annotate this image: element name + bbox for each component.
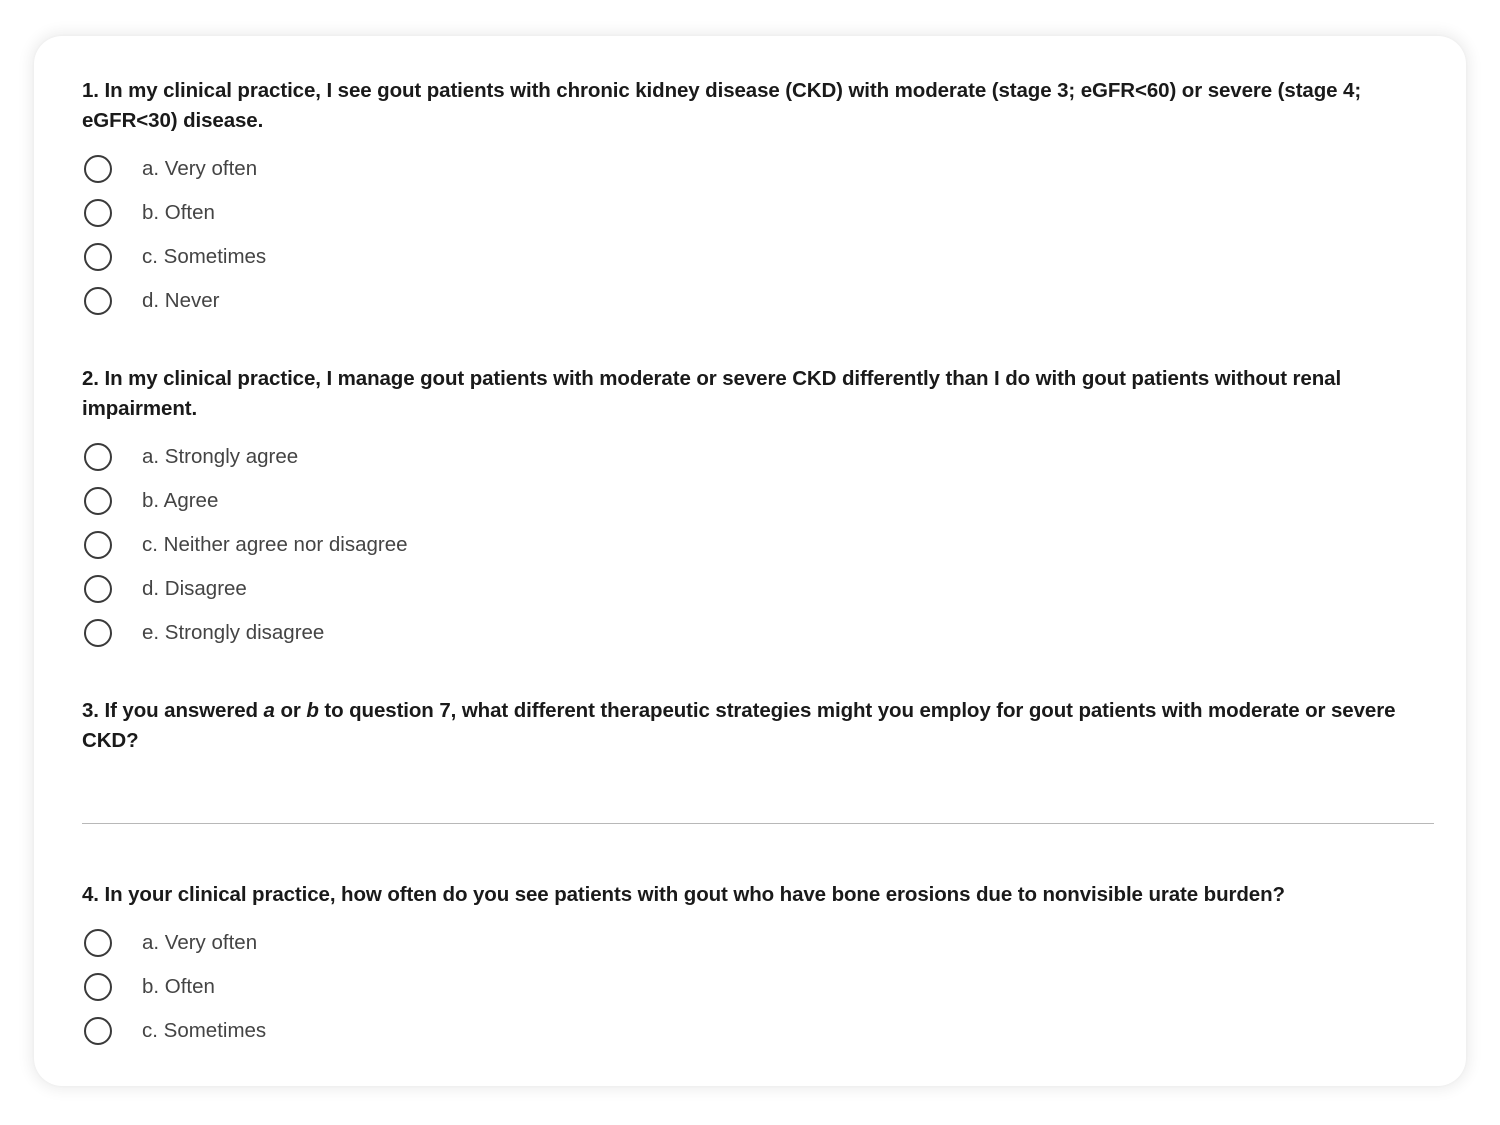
question-4-options bbox=[82, 921, 1434, 1053]
question-4 bbox=[82, 880, 1434, 1053]
question-2-option-a[interactable] bbox=[82, 435, 1434, 479]
option-label: b. Often bbox=[142, 975, 215, 998]
question-3-text-part3: to question 7, what different therapeutic strategies might you employ for gout patients with moderate or severe CKD? bbox=[82, 699, 1396, 752]
option-label: c. Sometimes bbox=[142, 245, 267, 268]
question-4-text: 4. In your clinical practice, how often do you see patients with gout who have bone erosions due to nonvisible urate burden? bbox=[82, 883, 1285, 906]
option-label: b. Agree bbox=[142, 489, 219, 512]
question-4-option-a[interactable] bbox=[82, 921, 1434, 965]
question-2-option-d[interactable] bbox=[82, 567, 1434, 611]
radio-button[interactable] bbox=[84, 531, 112, 559]
question-2-option-b[interactable] bbox=[82, 479, 1434, 523]
option-label: e. Strongly disagree bbox=[142, 621, 325, 644]
question-2-option-c[interactable] bbox=[82, 523, 1434, 567]
radio-button[interactable] bbox=[84, 155, 112, 183]
question-1-option-a[interactable] bbox=[82, 147, 1434, 191]
option-label: c. Neither agree nor disagree bbox=[142, 533, 408, 556]
radio-button[interactable] bbox=[84, 1017, 112, 1045]
radio-button[interactable] bbox=[84, 287, 112, 315]
question-2-options bbox=[82, 435, 1434, 655]
question-3-text-a: a bbox=[263, 699, 275, 722]
radio-button[interactable] bbox=[84, 243, 112, 271]
question-3-text-b: b bbox=[306, 699, 319, 722]
radio-button[interactable] bbox=[84, 929, 112, 957]
question-4-option-c[interactable] bbox=[82, 1009, 1434, 1053]
option-label: a. Very often bbox=[142, 157, 258, 180]
question-3-text-part2: or bbox=[274, 699, 307, 722]
question-1-option-b[interactable] bbox=[82, 191, 1434, 235]
question-3-text-part1: 3. If you answered bbox=[82, 699, 264, 722]
option-label: c. Sometimes bbox=[142, 1019, 267, 1042]
question-3 bbox=[82, 696, 1434, 756]
radio-button[interactable] bbox=[84, 199, 112, 227]
survey-card bbox=[34, 36, 1466, 1086]
radio-button[interactable] bbox=[84, 487, 112, 515]
question-1 bbox=[82, 76, 1434, 323]
question-4-option-b[interactable] bbox=[82, 965, 1434, 1009]
question-1-option-d[interactable] bbox=[82, 279, 1434, 323]
radio-button[interactable] bbox=[84, 443, 112, 471]
question-1-option-c[interactable] bbox=[82, 235, 1434, 279]
question-2 bbox=[82, 364, 1434, 655]
option-label: b. Often bbox=[142, 201, 215, 224]
question-3-answer-field[interactable] bbox=[82, 781, 1434, 821]
option-label: d. Never bbox=[142, 289, 220, 312]
question-2-option-e[interactable] bbox=[82, 611, 1434, 655]
option-label: a. Very often bbox=[142, 931, 258, 954]
question-1-text: 1. In my clinical practice, I see gout patients with chronic kidney disease (CKD) with moderate (stage 3; eGFR<60) or severe (stage 4; eGFR<30) disease. bbox=[82, 79, 1362, 132]
answer-underline bbox=[82, 823, 1434, 824]
radio-button[interactable] bbox=[84, 619, 112, 647]
question-3-text bbox=[82, 696, 1434, 756]
radio-button[interactable] bbox=[84, 575, 112, 603]
option-label: a. Strongly agree bbox=[142, 445, 299, 468]
option-label: d. Disagree bbox=[142, 577, 247, 600]
radio-button[interactable] bbox=[84, 973, 112, 1001]
question-2-text: 2. In my clinical practice, I manage gout patients with moderate or severe CKD differently than I do with gout patients without renal impairment. bbox=[82, 367, 1342, 420]
question-1-options bbox=[82, 147, 1434, 323]
